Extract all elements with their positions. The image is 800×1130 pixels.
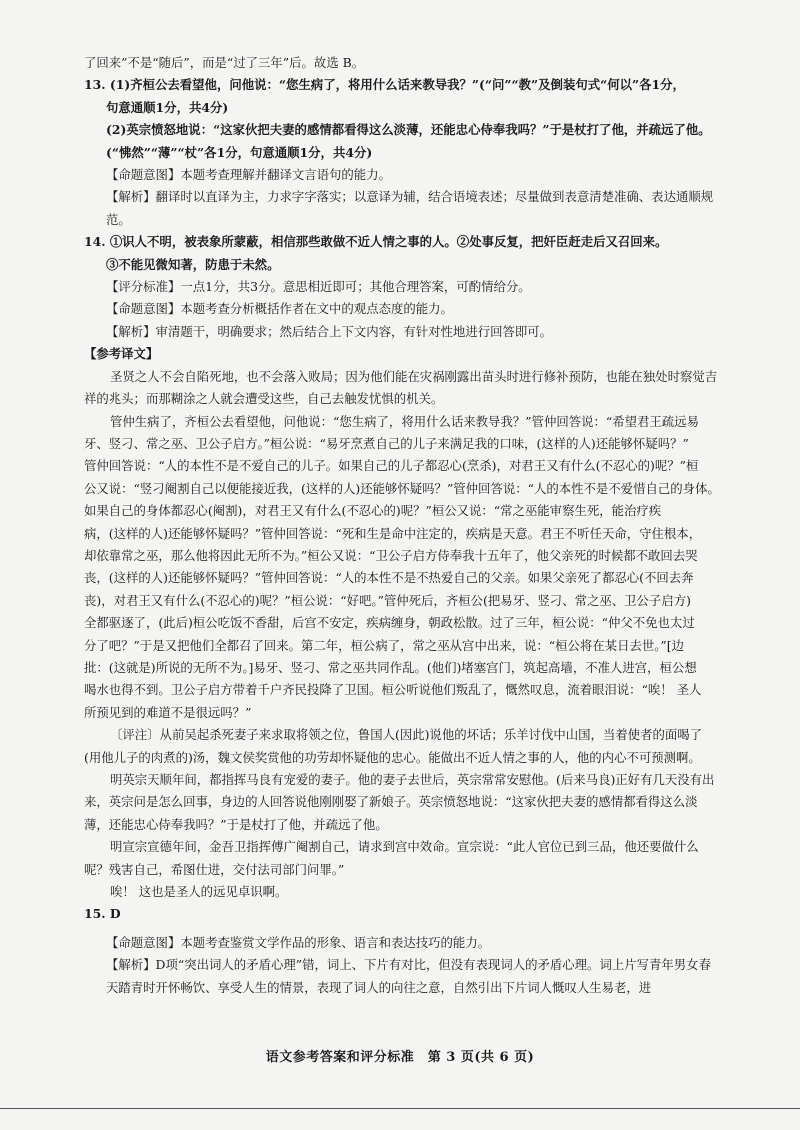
text-line: 全都驱逐了，(此后)桓公吃饭不香甜，后宫不安定，疾病缠身，朝政松散。过了三年，桓公说：“仲父不免也太过 — [84, 615, 695, 631]
text-line: 喝水也得不到。卫公子启方带着千户齐民投降了卫国。桓公听说他们叛乱了，慨然叹息，流着眼泪说：“唉！ 圣人 — [84, 682, 702, 698]
text-line: (“怫然”“薄”“杖”各1分，句意通顺1分，共4分) — [106, 144, 373, 160]
text-line: 管仲回答说：“人的本性不是不爱自己的儿子。如果自己的儿子都忍心(烹杀)，对君王又有什么(不忍心的)呢？”桓 — [84, 458, 699, 474]
text-line: 天踏青时开怀畅饮、享受人生的情景，表现了词人的向往之意，自然引出下片词人慨叹人生易老，进 — [106, 979, 652, 995]
text-line: (用他儿子的肉煮的)汤，魏文侯奖赏他的功劳却怀疑他的忠心。能做出不近人情之事的人，他的内心不可预测啊。 — [84, 749, 701, 765]
bottom-divider — [0, 1108, 800, 1109]
answer-15-heading: 15. D — [84, 906, 121, 922]
text-line: 明英宗天顺年间，都指挥马良有宠爱的妻子。他的妻子去世后，英宗常常安慰他。(后来马良)正好有几天没有出 — [110, 772, 715, 787]
text-line: 批：(这就是)所说的无所不为。]易牙、竖刁、常之巫共同作乱。(他们)堵塞宫门，筑起高墙，不准人进宫，桓公想 — [84, 659, 697, 675]
text-line: 丧，(这样的人)还能够怀疑吗？”管仲回答说：“人的本性不是不热爱自己的父亲。如果父亲死了都忍心(不回去奔 — [84, 570, 694, 586]
translation-heading: 【参考译文】 — [84, 346, 159, 362]
answer-14-heading: 14. ①识人不明，被表象所蒙蔽，相信那些敢做不近人情之事的人。②处事反复，把奸臣赶走后又召回来。 — [84, 234, 668, 250]
answer-13-heading: 13. (1)齐桓公去看望他，问他说：“您生病了，将用什么话来教导我？”(“问”“教”及倒装句式“何以”各1分， — [84, 77, 685, 93]
text-line: 如果自己的身体都忍心(阉割)，对君王又有什么(不忍心的)呢？”桓公又说：“常之巫能审察生死，能治疗疾 — [84, 503, 662, 519]
text-line: ③不能见微知著，防患于未然。 — [106, 256, 280, 272]
page-footer: 语文参考答案和评分标准 第 3 页(共 6 页) — [265, 1050, 535, 1065]
text-line: 所预见到的难道不是很远吗？” — [84, 704, 252, 720]
text-line: 呢？残害自己，希图仕进，交付法司部门问罪。” — [84, 861, 345, 877]
text-line: (2)英宗愤怒地说：“这家伙把夫妻的感情都看得这么淡薄，还能忠心侍奉我吗？”于是杖打了他，并疏远了他。 — [106, 122, 711, 138]
text-line: 公又说：“竖刁阉割自己以便能接近我，(这样的人)还能够怀疑吗？”管仲回答说：“人的本性不是不爱惜自己的身体。 — [84, 480, 720, 496]
text-line: 【命题意图】本题考查鉴赏文学作品的形象、语言和表达技巧的能力。 — [106, 934, 491, 950]
text-line: 了回来”不是“随后”，而是“过了三年”后。故选 B。 — [84, 55, 365, 70]
text-line: 【命题意图】本题考查理解并翻译文言语句的能力。 — [106, 167, 391, 183]
text-line: 薄，还能忠心侍奉我吗？”于是杖打了他，并疏远了他。 — [84, 816, 388, 832]
text-line: 唉！ 这也是圣人的远见卓识啊。 — [110, 884, 288, 900]
text-line: 〔评注〕从前吴起杀死妻子来求取将领之位，鲁国人(因此)说他的坏话；乐羊讨伐中山国，当着使者的面喝了 — [110, 727, 703, 743]
text-line: 【评分标准】一点1分，共3分。意思相近即可；其他合理答案，可酌情给分。 — [106, 279, 531, 295]
text-line: 【解析】翻译时以直译为主，力求字字落实；以意译为辅，结合语境表述；尽量做到表意清楚准确、表达通顺规 — [106, 189, 714, 205]
text-line: 句意通顺1分，共4分) — [106, 99, 229, 115]
text-line: 【解析】D项“突出词人的矛盾心理”错，词上、下片有对比，但没有表现词人的矛盾心理。词上片写青年男女春 — [106, 957, 711, 973]
text-line: 祥的兆头；而那糊涂之人就会遭受这些，自己去触发忧惧的机关。 — [84, 391, 444, 407]
text-line: 范。 — [106, 211, 131, 227]
text-line: 圣贤之人不会自陷死地，也不会落入败局；因为他们能在灾祸刚露出苗头时进行修补预防，也能在独处时察觉吉 — [110, 368, 718, 384]
text-line: 却依靠常之巫，那么他将因此无所不为。”桓公又说：“卫公子启方侍奉我十五年了，他父亲死的时候都不敢回去哭 — [84, 547, 698, 563]
text-line: 分了吧？”于是又把他们全都召了回来。第二年，桓公病了，常之巫从宫中出来，说：“桓公将在某日去世。”[边 — [84, 637, 684, 653]
text-line: 明宣宗宣德年间，金吾卫指挥傅广阉割自己，请求到宫中效命。宣宗说：“此人官位已到三品，他还要做什么 — [110, 839, 699, 855]
text-line: 来，英宗问是怎么回事，身边的人回答说他刚刚娶了新娘子。英宗愤怒地说：“这家伙把夫妻的感情都看得这么淡 — [84, 794, 698, 810]
text-line: 【解析】审清题干，明确要求；然后结合上下文内容，有针对性地进行回答即可。 — [106, 323, 553, 339]
text-line: 管仲生病了，齐桓公去看望他，问他说：“您生病了，将用什么话来教导我？”管仲回答说：“希望君王疏远易 — [110, 413, 699, 429]
text-line: 【命题意图】本题考查分析概括作者在文中的观点态度的能力。 — [106, 301, 453, 317]
text-line: 牙、竖刁、常之巫、卫公子启方。”桓公说：“易牙烹煮自己的儿子来满足我的口味，(这样的人)还能够怀疑吗？” — [84, 435, 689, 451]
text-line: 病，(这样的人)还能够怀疑吗？”管仲回答说：“死和生是命中注定的，疾病是天意。君王不听任天命，守住根本， — [84, 525, 702, 541]
text-line: 丧)，对君王又有什么(不忍心的)呢？”桓公说：“好吧。”管仲死后，齐桓公(把易牙、竖刁、常之巫、卫公子启方) — [84, 592, 691, 608]
